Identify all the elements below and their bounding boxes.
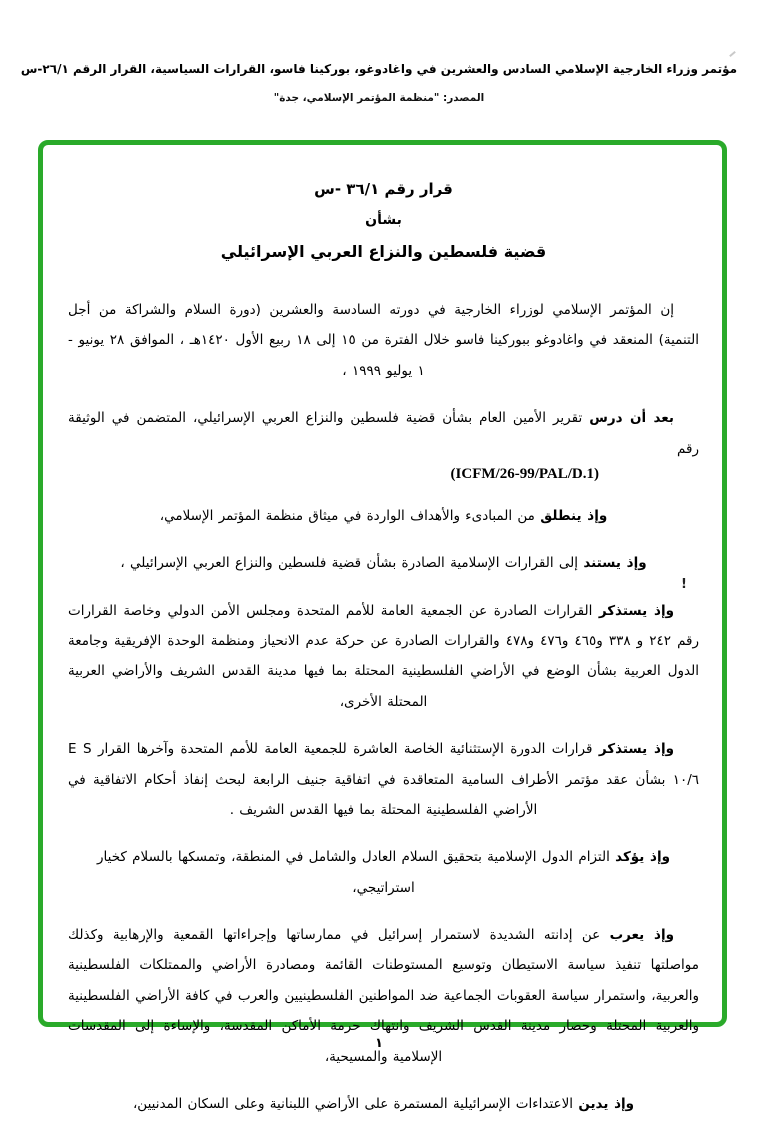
paragraph-text: الاعتداءات الإسرائيلية المستمرة على الأراضي اللبنانية وعلى السكان المدنيين، [132,1095,574,1112]
paragraph-text: القرارات الصادرة عن الجمعية العامة للأمم المتحدة ومجلس الأمن الدولي وخاصة القرارات رقم ٢٤٢ و ٣٣٨ و٤٦٥ و٤٧٦ و٤٧٨ والقرارات الصادرة عن حركة عدم الانحياز ومنظمة الوحدة الإفريقية وجامعة الدول العربية بشأن الوضع في الأراضي الفلسطينية المحتلة بما فيها مدينة القدس الشريف والأراضي العربية المحتلة الأخرى، [68,602,700,710]
resolution-subject-title: قضية فلسطين والنزاع العربي الإسرائيلي [220,242,547,261]
resolution-border-box [38,140,727,1112]
paragraph-text: التزام الدول الإسلامية بتحقيق السلام العادل والشامل في المنطقة، وتمسكها بالسلام كخيار استراتيجي، [97,849,610,896]
resolution-content [48,150,717,1136]
paragraph-recalling-un-resolutions [68,596,699,718]
paragraph-lead: وإذ يستذكر [598,741,675,758]
document-reference-code: (ICFM/26-99/PAL/D.1) [450,465,599,482]
scan-artifact-mark [729,51,736,57]
resolution-number-title: قرار رقم ٣٦/١ -س [314,180,453,198]
paragraph-text: إن المؤتمر الإسلامي لوزراء الخارجية في دورته السادسة والعشرين (دورة السلام والشراكة من أجل التنمية) المنعقد في واغادوغو ببوركينا فاسو خلال الفترة من ١٥ إلى ١٨ ربيع الأول ١٤٢٠هـ ، الموافق ٢٨ يونيو - ١ يوليو ١٩٩٩ ، [68,302,699,379]
paragraph-recalling-special-session [68,734,699,825]
page-number: ١ [375,1036,383,1051]
paragraph-text: تقرير الأمين العام بشأن قضية فلسطين والنزاع العربي الإسرائيلي، المتضمن في الوثيقة رقم [68,410,699,457]
paragraph-lead: وإذ يؤكد [615,849,670,866]
resolution-regarding-label: بشأن [365,212,402,228]
paragraph-affirming-commitment [68,842,699,903]
paragraph-text: عن إدانته الشديدة لاستمرار إسرائيل في ممارساتها وإجراءاتها القمعية والإرهابية وكذلك مواصلتها تنفيذ سياسة الاستيطان وتوسيع المستوطنات القائمة ومصادرة الأراضي والممتلكات الفلسطينية والعربية، واستمرار سياسة العقوبات الجماعية ضد المواطنين الفلسطينيين والعرب في كافة الأراضي الفلسطينية والعربية المحتلة وحصار مدينة القدس الشريف وانتهاك حرمة الأماكن المقدسة، والإساءة إلى المقدسات الإسلامية والمسيحية، [68,927,699,1065]
paragraph-text: من المبادىء والأهداف الواردة في ميثاق منظمة المؤتمر الإسلامي، [159,507,535,524]
paragraph-lead: وإذ يستذكر [598,602,675,619]
paragraph-preamble-session [68,295,699,386]
paragraph-lead: وإذ يدين [578,1095,635,1112]
paragraph-text: قرارات الدورة الإستثنائية الخاصة العاشرة للجمعية العامة للأمم المتحدة وآخرها القرار E S ١٠/٦ بشأن عقد مؤتمر الأطراف السامية المتعاقدة في اتفاقية جنيف الرابعة لبحث إنفاذ أحكام الاتفاقية في الأراضي الفلسطينية المحتلة بما فيها القدس الشريف . [68,741,699,818]
document-source-line: المصدر: "منظمة المؤتمر الإسلامي، جدة" [273,92,485,104]
paragraph-lead: وإذ يعرب [609,927,674,943]
paragraph-condemning-attacks [68,1089,699,1119]
paragraph-text: إلى القرارات الإسلامية الصادرة بشأن قضية فلسطين والنزاع العربي الإسرائيلي ، [120,555,579,572]
scan-artifact-exclamation: ! [681,577,687,592]
paragraph-lead: بعد أن درس [589,410,674,427]
paragraph-based-on-resolutions [68,548,699,578]
paragraph-lead: وإذ يستند [583,555,647,572]
paragraph-lead: وإذ ينطلق [540,507,608,524]
paragraph-having-considered [68,403,699,464]
paragraph-proceeding-from [68,501,699,531]
document-header-line: مؤتمر وزراء الخارجية الإسلامي السادس والعشرين في واغادوغو، بوركينا فاسو، القرارات السياسية، القرار الرقم ٢٦/١-س [20,62,738,76]
